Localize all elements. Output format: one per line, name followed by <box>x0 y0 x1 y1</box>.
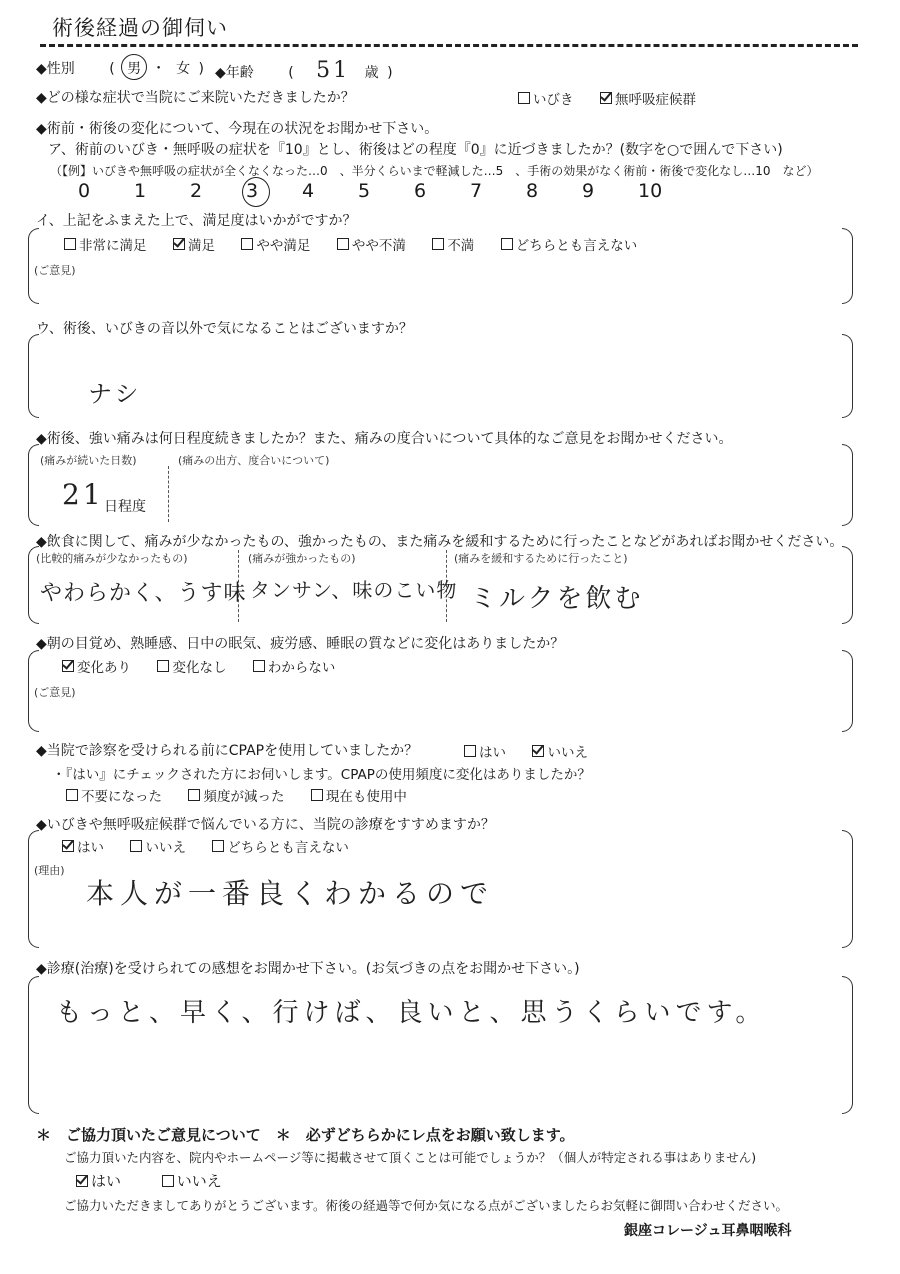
checked-checkbox-icon <box>76 1175 88 1187</box>
selected-scale-circle <box>242 177 270 207</box>
thanks-message: ご協力いただきましてありがとうございます。術後の経過等で何か気になる点がございましたらお気軽に御問い合わせください。 <box>64 1198 789 1213</box>
box-left-bracket <box>28 444 39 526</box>
symptom-option-apnea[interactable]: 無呼吸症候群 <box>600 88 696 108</box>
age-value[interactable]: 51 <box>316 58 351 83</box>
checkbox-icon <box>253 660 265 672</box>
scale-option[interactable]: 2 <box>190 180 203 202</box>
scale-option[interactable]: 10 <box>638 180 663 202</box>
impression-answer[interactable]: もっと、早く、行けば、良いと、思うくらいです。 <box>56 998 767 1028</box>
pain-days-value[interactable]: 21 <box>62 478 104 511</box>
recommend-question: ◆いびきや無呼吸症候群で悩んでいる方に、当院の診療をすすめますか？ <box>36 817 495 833</box>
food-strong-answer[interactable]: タンサン、味のこい物 <box>250 578 458 602</box>
footer-heading: ＊ ご協力頂いたご意見について ＊ 必ずどちらかにレ点をお願い致します。 <box>36 1126 575 1144</box>
checkbox-icon <box>432 238 444 250</box>
change-question: ◆術前・術後の変化について、今現在の状況をお聞かせ下さい。 <box>36 121 439 137</box>
cpap-freq-option[interactable]: 頻度が減った <box>188 785 284 805</box>
pain-days-label: (痛みが続いた日数) <box>40 454 137 467</box>
satisfaction-option[interactable]: やや満足 <box>241 234 310 254</box>
checked-checkbox-icon <box>173 238 185 250</box>
checkbox-icon <box>130 840 142 852</box>
scale-option[interactable]: 5 <box>358 180 371 202</box>
cpap-freq-option[interactable]: 不要になった <box>66 785 162 805</box>
change-example: （【例】いびきや無呼吸の症状が全くなくなった…0 、半分くらいまで軽減した…5 、手術の効果がなく術前・術後で変化なし…10 など） <box>50 164 819 178</box>
checked-checkbox-icon <box>62 660 74 672</box>
change-scale <box>78 180 694 202</box>
scale-option[interactable]: 4 <box>302 180 315 202</box>
other-concern-question: ウ、術後、いびきの音以外で気になることはございますか？ <box>36 321 413 337</box>
food-question: ◆飲食に関して、痛みが少なかったもの、強かったもの、また痛みを緩和するために行ったことなどがあればお聞かせください。 <box>36 534 844 550</box>
consent-option-yes[interactable]: はい <box>76 1170 121 1191</box>
satisfaction-option[interactable]: 不満 <box>432 234 474 254</box>
consent-question: ご協力頂いた内容を、院内やホームページ等に掲載させて頂くことは可能でしょうか？（個人が特定される事はありません) <box>64 1150 757 1165</box>
page-title: 術後経過の御伺い <box>52 16 228 40</box>
food-relief-label: (痛みを緩和するために行ったこと) <box>454 552 628 565</box>
checked-checkbox-icon <box>600 92 612 104</box>
gender-option-female[interactable]: 女 <box>176 61 191 77</box>
morning-option[interactable]: 変化なし <box>157 656 226 676</box>
satisfaction-option[interactable]: 非常に満足 <box>64 234 147 254</box>
recommend-option[interactable]: はい <box>62 836 104 856</box>
checkbox-icon <box>241 238 253 250</box>
scale-option[interactable]: 6 <box>414 180 427 202</box>
cpap-option-no[interactable]: いいえ <box>532 741 588 761</box>
age-label: ◆年齢 <box>215 65 254 81</box>
recommend-reason-answer[interactable]: 本人が一番良くわかるので <box>86 877 495 910</box>
recommend-options <box>62 836 371 856</box>
checkbox-icon <box>337 238 349 250</box>
scale-option[interactable]: 7 <box>470 180 483 202</box>
food-less-label: (比較的痛みが少なかったもの) <box>36 552 188 565</box>
food-strong-label: (痛みが強かったもの) <box>248 552 356 565</box>
gender-row: ◆性別 ( 男 ・ 女 ) <box>36 58 204 78</box>
checkbox-icon <box>501 238 513 250</box>
cpap-question: ◆当院で診察を受けられる前にCPAPを使用していましたか？ <box>36 743 419 759</box>
box-right-bracket <box>842 650 853 732</box>
box-right-bracket <box>842 830 853 948</box>
checkbox-icon <box>162 1175 174 1187</box>
box-right-bracket <box>842 546 853 624</box>
symptom-option-snoring[interactable]: いびき <box>518 88 574 108</box>
food-relief-answer[interactable]: ミルクを飲む <box>470 584 644 614</box>
change-sub-a: ア、術前のいびき・無呼吸の症状を『10』とし、術後はどの程度『0』に近づきましたか？(数字を○で囲んで下さい) <box>48 142 783 158</box>
pain-question: ◆術後、強い痛みは何日程度続きましたか？また、痛みの度合いについて具体的なご意見をお聞かせください。 <box>36 431 733 447</box>
selected-circle <box>121 54 147 80</box>
checkbox-icon <box>212 840 224 852</box>
checked-checkbox-icon <box>62 840 74 852</box>
cpap-freq-options <box>66 785 429 805</box>
morning-question: ◆朝の目覚め、熟睡感、日中の眠気、疲労感、睡眠の質などに変化はありましたか？ <box>36 636 565 652</box>
checkbox-icon <box>518 92 530 104</box>
scale-option[interactable]: 0 <box>78 180 91 202</box>
other-concern-answer[interactable]: ナシ <box>88 380 142 408</box>
symptom-question: ◆どの様な症状で当院にご来院いただきましたか？ <box>36 90 355 106</box>
gender-label: ◆性別 <box>36 61 75 77</box>
checkbox-icon <box>66 789 78 801</box>
consent-option-no[interactable]: いいえ <box>162 1170 222 1191</box>
consent-options <box>76 1170 244 1191</box>
pain-days-unit: 日程度 <box>104 499 146 515</box>
box-right-bracket <box>842 444 853 526</box>
recommend-option[interactable]: いいえ <box>130 836 186 856</box>
pain-detail-label: (痛みの出方、度合いについて) <box>178 454 330 467</box>
title-divider <box>40 44 858 47</box>
morning-option[interactable]: 変化あり <box>62 656 131 676</box>
food-less-answer[interactable]: やわらかく、うす味 <box>40 581 247 606</box>
box-right-bracket <box>842 228 853 304</box>
scale-option[interactable]: 3 <box>246 180 259 202</box>
scale-option[interactable]: 9 <box>582 180 595 202</box>
box-left-bracket <box>28 334 39 418</box>
symptom-options <box>518 88 718 108</box>
cpap-options <box>464 741 610 761</box>
checkbox-icon <box>188 789 200 801</box>
box-right-bracket <box>842 976 853 1114</box>
pain-divider <box>168 466 169 522</box>
checkbox-icon <box>464 745 476 757</box>
scale-option[interactable]: 1 <box>134 180 147 202</box>
clinic-name: 銀座コレージュ耳鼻咽喉科 <box>624 1223 792 1239</box>
satisfaction-option[interactable]: どちらとも言えない <box>501 234 638 254</box>
recommend-option[interactable]: どちらとも言えない <box>212 836 349 856</box>
checkbox-icon <box>157 660 169 672</box>
box-left-bracket <box>28 976 39 1114</box>
cpap-freq-option[interactable]: 現在も使用中 <box>311 785 407 805</box>
cpap-followup: ・『はい』にチェックされた方にお伺いします。CPAPの使用頻度に変化はありましたか？ <box>52 767 591 783</box>
morning-options <box>62 656 357 676</box>
gender-option-male[interactable]: 男 <box>127 58 141 78</box>
checkbox-icon <box>311 789 323 801</box>
comment-label: (ご意見) <box>34 264 76 277</box>
reason-label: (理由) <box>34 864 65 877</box>
age-row: ◆年齢 ( 51 歳 ) <box>215 58 393 83</box>
scale-option[interactable]: 8 <box>526 180 539 202</box>
morning-option[interactable]: わからない <box>253 656 336 676</box>
box-left-bracket <box>28 830 39 948</box>
satisfaction-options <box>64 234 659 254</box>
satisfaction-option[interactable]: 満足 <box>173 234 215 254</box>
box-right-bracket <box>842 334 853 418</box>
checkbox-icon <box>64 238 76 250</box>
checked-checkbox-icon <box>532 745 544 757</box>
satisfaction-option[interactable]: やや不満 <box>337 234 406 254</box>
cpap-option-yes[interactable]: はい <box>464 741 506 761</box>
satisfaction-question: イ、上記をふまえた上で、満足度はいかがですか？ <box>36 213 357 229</box>
comment-label: (ご意見) <box>34 686 76 699</box>
impression-question: ◆診療(治療)を受けられての感想をお聞かせ下さい。(お気づきの点をお聞かせ下さい。) <box>36 961 580 977</box>
